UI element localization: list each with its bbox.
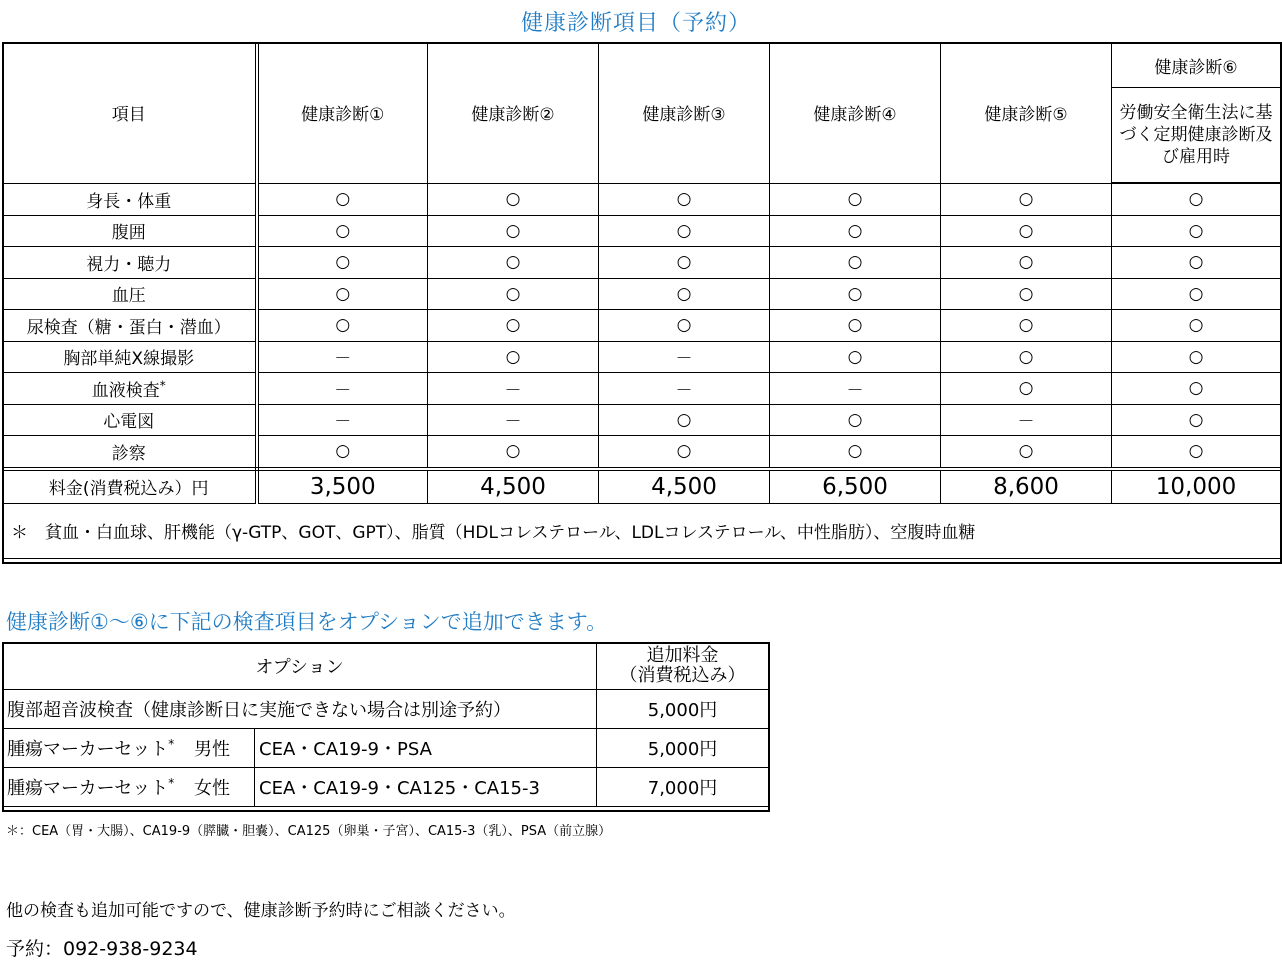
option-header: オプション [3, 643, 597, 690]
mark-cell: ○ [599, 310, 770, 342]
mark-cell: ○ [599, 278, 770, 310]
table-row [3, 247, 1281, 279]
mark-cell: ○ [770, 278, 941, 310]
header-plan-1: 健康診断① [257, 43, 428, 184]
row-label [3, 278, 257, 310]
mark-cell: ○ [257, 278, 428, 310]
mark-cell: － [599, 341, 770, 373]
table-row [3, 278, 1281, 310]
tumor-marker-male-asterisk: * [168, 737, 175, 751]
mark-cell: ○ [257, 183, 428, 215]
mark-cell: ○ [599, 436, 770, 469]
page-title: 健康診断項目（予約） [520, 11, 751, 36]
tumor-marker-male-label: 腫瘍マーカーセット [7, 739, 169, 760]
fee-header-line1: 追加料金 [646, 645, 719, 666]
mark-cell: ○ [941, 310, 1112, 342]
blood-test-note: ＊ 貧血・白血球、肝機能（γ-GTP、GOT、GPT）、脂質（HDLコレステロール、LDLコレステロール、中性脂肪）、空腹時血糖 [3, 503, 1281, 558]
row-label [3, 373, 257, 405]
row-label-text: 血液検査 [91, 380, 160, 401]
option-tumor-marker-female [3, 768, 255, 807]
mark-cell: ○ [770, 247, 941, 279]
row-label-text: 診察 [111, 443, 146, 464]
price-plan-6: 10,000 [1112, 469, 1281, 504]
table-row [3, 341, 1281, 373]
mark-cell: ○ [428, 183, 599, 215]
mark-cell: － [428, 373, 599, 405]
row-label [3, 436, 257, 469]
mark-cell: ○ [428, 247, 599, 279]
mark-cell: ○ [1112, 183, 1281, 215]
mark-cell: － [941, 404, 1112, 436]
row-label [3, 215, 257, 247]
mark-cell: ○ [257, 436, 428, 469]
fee-tumor-marker-female: 7,000円 [597, 768, 769, 807]
mark-cell: ○ [941, 373, 1112, 405]
tumor-marker-female-items: CEA・CA19-9・CA125・CA15-3 [255, 768, 597, 807]
header-plan-5: 健康診断⑤ [941, 43, 1112, 184]
mark-cell: ○ [941, 247, 1112, 279]
header-plan-6-desc: 労働安全衛生法に基づく定期健康診断及び雇用時 [1112, 88, 1281, 184]
mark-cell: ○ [941, 341, 1112, 373]
mark-cell: ○ [257, 247, 428, 279]
row-label-text: 血圧 [111, 286, 146, 307]
mark-cell: ○ [428, 215, 599, 247]
table-row [3, 215, 1281, 247]
price-plan-4: 6,500 [770, 469, 941, 504]
mark-cell: ○ [770, 215, 941, 247]
tumor-marker-female-sex: 女性 [194, 778, 231, 799]
mark-cell: ○ [1112, 215, 1281, 247]
reservation-phone: 予約：092-938-9234 [6, 938, 198, 960]
mark-cell: － [257, 373, 428, 405]
mark-cell: － [599, 373, 770, 405]
mark-cell: ○ [770, 436, 941, 469]
options-subtitle: 健康診断①～⑥に下記の検査項目をオプションで追加できます。 [6, 610, 608, 634]
tumor-marker-female-label: 腫瘍マーカーセット [7, 778, 169, 799]
table-row [3, 183, 1281, 215]
mark-cell: ○ [941, 278, 1112, 310]
header-plan-6: 健康診断⑥ [1112, 43, 1281, 88]
mark-cell: ○ [599, 183, 770, 215]
tumor-marker-female-asterisk: * [168, 776, 175, 790]
price-plan-1: 3,500 [257, 469, 428, 504]
mark-cell: － [770, 373, 941, 405]
tumor-marker-male-items: CEA・CA19-9・PSA [255, 729, 597, 768]
option-abdominal-ultrasound: 腹部超音波検査（健康診断日に実施できない場合は別途予約） [3, 690, 597, 729]
header-plan-2: 健康診断② [428, 43, 599, 184]
table-row [3, 404, 1281, 436]
fee-tumor-marker-male: 5,000円 [597, 729, 769, 768]
price-plan-3: 4,500 [599, 469, 770, 504]
mark-cell: － [428, 404, 599, 436]
row-label-text: 視力・聴力 [86, 254, 172, 275]
header-plan-3: 健康診断③ [599, 43, 770, 184]
price-plan-2: 4,500 [428, 469, 599, 504]
table-row [3, 310, 1281, 342]
table-row [3, 436, 1281, 469]
mark-cell: ○ [428, 341, 599, 373]
mark-cell: ○ [941, 183, 1112, 215]
mark-cell: ○ [770, 341, 941, 373]
row-label [3, 247, 257, 279]
row-label [3, 341, 257, 373]
mark-cell: ○ [1112, 310, 1281, 342]
mark-cell: ○ [1112, 341, 1281, 373]
mark-cell: ○ [770, 404, 941, 436]
row-label [3, 310, 257, 342]
header-item: 項目 [3, 43, 257, 184]
mark-cell: － [257, 404, 428, 436]
tumor-marker-male-sex: 男性 [194, 739, 231, 760]
row-label-text: 尿検査（糖・蛋白・潜血） [26, 317, 231, 338]
row-label [3, 404, 257, 436]
options-table [2, 642, 769, 807]
fee-header-line2: （消費税込み） [619, 665, 746, 686]
tumor-marker-footnote: ＊：CEA（胃・大腸）、CA19-9（膵臓・胆嚢）、CA125（卵巣・子宮）、CA15-3（乳）、PSA（前立腺） [6, 824, 612, 839]
mark-cell: ○ [428, 278, 599, 310]
mark-cell: ○ [428, 436, 599, 469]
row-label [3, 183, 257, 215]
header-plan-4: 健康診断④ [770, 43, 941, 184]
mark-cell: ○ [599, 247, 770, 279]
mark-cell: ○ [599, 404, 770, 436]
price-label: 料金(消費税込み）円 [3, 469, 257, 504]
mark-cell: ○ [1112, 404, 1281, 436]
row-label-text: 腹囲 [111, 223, 146, 244]
mark-cell: ○ [257, 310, 428, 342]
consult-text: 他の検査も追加可能ですので、健康診断予約時にご相談ください。 [6, 901, 516, 921]
row-label-text: 身長・体重 [86, 191, 172, 212]
row-label-text: 心電図 [103, 412, 155, 433]
table-row [3, 373, 1281, 405]
mark-cell: ○ [257, 215, 428, 247]
mark-cell: ○ [428, 310, 599, 342]
fee-abdominal-ultrasound: 5,000円 [597, 690, 769, 729]
mark-cell: － [257, 341, 428, 373]
mark-cell: ○ [941, 215, 1112, 247]
mark-cell: ○ [1112, 436, 1281, 469]
mark-cell: ○ [599, 215, 770, 247]
mark-cell: ○ [1112, 278, 1281, 310]
fee-header [597, 643, 769, 690]
exam-items-table [2, 42, 1281, 559]
mark-cell: ○ [1112, 247, 1281, 279]
mark-cell: ○ [1112, 373, 1281, 405]
mark-cell: ○ [770, 183, 941, 215]
mark-cell: ○ [941, 436, 1112, 469]
row-label-text: 胸部単純X線撮影 [63, 349, 195, 370]
price-plan-5: 8,600 [941, 469, 1112, 504]
blood-test-asterisk: * [159, 378, 166, 393]
mark-cell: ○ [770, 310, 941, 342]
option-tumor-marker-male [3, 729, 255, 768]
